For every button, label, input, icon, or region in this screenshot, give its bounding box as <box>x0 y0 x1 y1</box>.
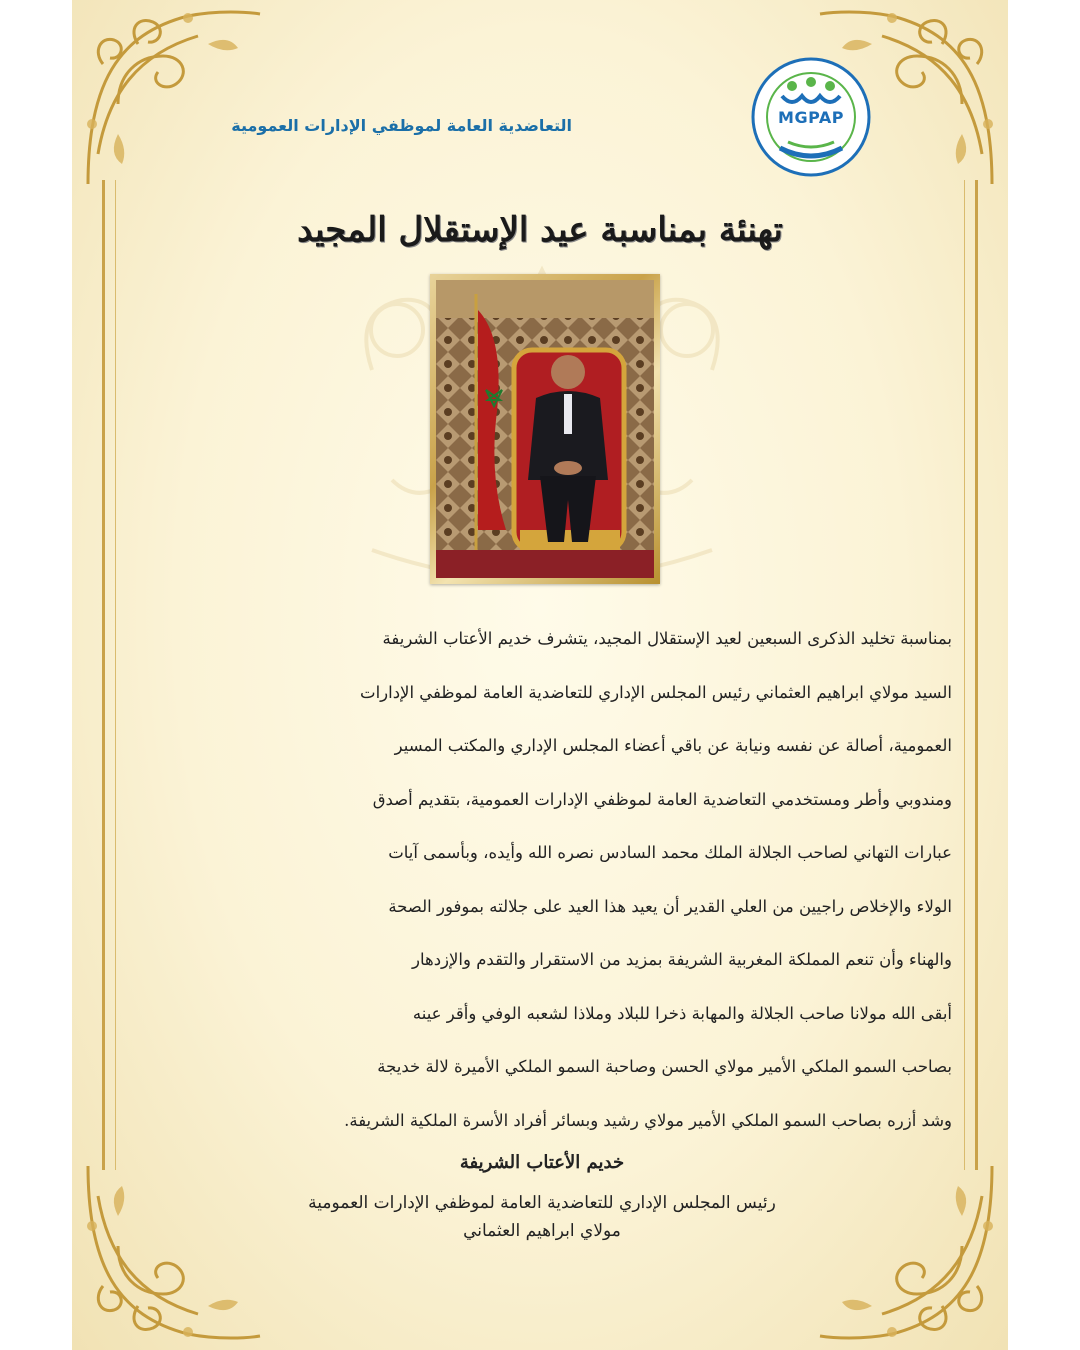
ornament-corner-top-left <box>78 4 268 194</box>
royal-portrait-image <box>436 280 654 578</box>
greeting-card <box>72 0 1008 1350</box>
body-line: السيد مولاي ابراهيم العثماني رئيس المجلس الإداري للتعاضدية العامة لموظفي الإدارات <box>360 682 952 702</box>
organization-name: التعاضدية العامة لموظفي الإدارات العمومية <box>231 116 572 135</box>
body-line: بمناسبة تخليد الذكرى السبعين لعيد الإستقلال المجيد، يتشرف خديم الأعتاب الشريفة <box>382 629 952 648</box>
body-line: العمومية، أصالة عن نفسه ونيابة عن باقي أعضاء المجلس الإداري والمكتب المسير <box>394 736 952 755</box>
border-rule-right <box>964 180 978 1170</box>
body-line: أبقى الله مولانا صاحب الجلالة والمهابة ذخرا للبلاد وملاذا لشعبه الوفي وأقر عينه <box>412 1003 952 1023</box>
portrait-frame <box>430 274 660 584</box>
body-line: وشد أزره بصاحب السمو الملكي الأمير مولاي رشيد وبسائر أفراد الأسرة الملكية الشريفة. <box>344 1110 952 1130</box>
body-line: عبارات التهاني لصاحب الجلالة الملك محمد السادس نصره الله وأيده، وبأسمى آيات <box>388 843 952 862</box>
signature-title: خديم الأعتاب الشريفة <box>459 1152 625 1173</box>
border-rule-left <box>102 180 116 1170</box>
body-line: ومندوبي وأطر ومستخدمي التعاضدية العامة لموظفي الإدارات العمومية، بتقديم أصدق <box>372 789 952 809</box>
headline: تهنئة بمناسبة عيد الإستقلال المجيد <box>297 210 783 250</box>
message-body <box>160 612 952 1147</box>
mgpap-logo <box>750 56 872 178</box>
body-line: والهناء وأن تنعم المملكة المغربية الشريفة بمزيد من الاستقرار والتقدم والإزدهار <box>412 950 952 969</box>
body-line: الولاء والإخلاص راجيين من العلي القدير أن يعيد هذا العيد على جلالته بموفور الصحة <box>388 896 952 916</box>
logo-wordmark: MGPAP <box>778 108 844 127</box>
signature-block <box>192 1152 892 1241</box>
signature-name: مولاي ابراهيم العثماني <box>463 1221 621 1241</box>
signature-role: رئيس المجلس الإداري للتعاضدية العامة لموظفي الإدارات العمومية <box>308 1193 776 1213</box>
body-line: بصاحب السمو الملكي الأمير مولاي الحسن وصاحبة السمو الملكي الأميرة لالة خديجة <box>377 1057 952 1076</box>
